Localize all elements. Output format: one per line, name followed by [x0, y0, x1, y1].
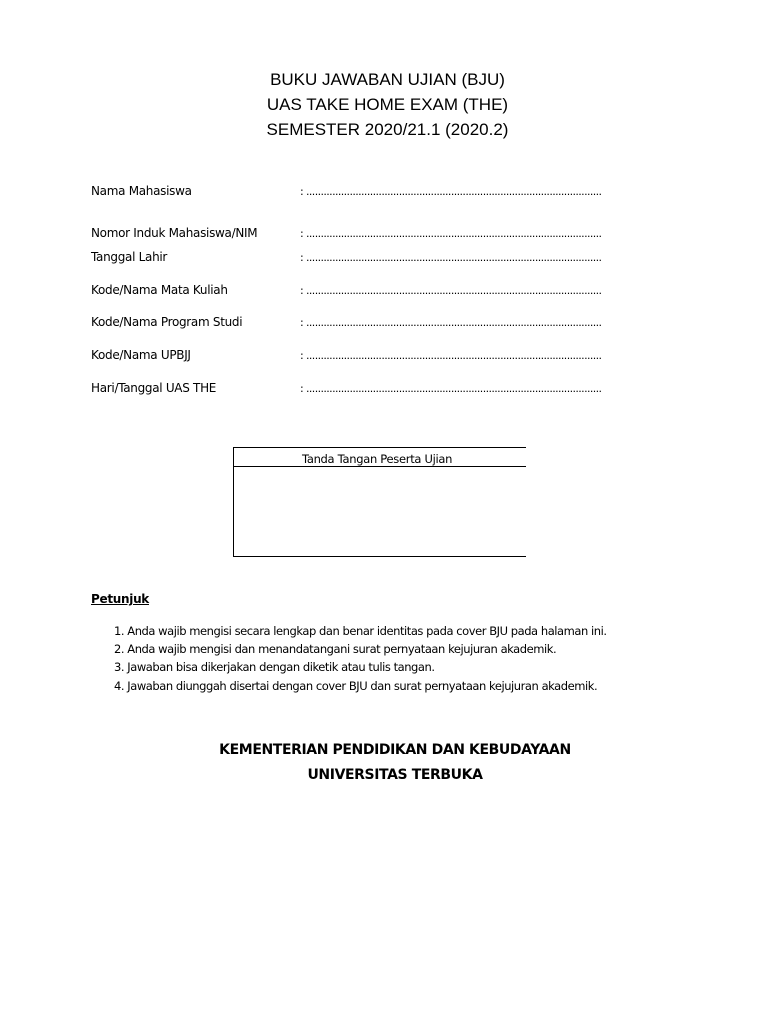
semester-title: SEMESTER 2020/21.1 (2020.2): [266, 120, 509, 139]
field-value-tanggal-lahir[interactable]: : ......................................................................................................: [300, 251, 602, 264]
field-value-nim[interactable]: : ......................................................................................................: [300, 227, 602, 240]
field-value-mata-kuliah[interactable]: : ......................................................................................................: [300, 284, 602, 297]
field-label-nama-mahasiswa: Nama Mahasiswa: [91, 184, 192, 198]
field-label-tanggal-lahir: Tanggal Lahir: [91, 250, 168, 264]
field-value-program-studi[interactable]: : ......................................................................................................: [300, 316, 602, 329]
field-label-hari-tanggal: Hari/Tanggal UAS THE: [91, 381, 217, 395]
document-title: BUKU JAWABAN UJIAN (BJU): [270, 70, 505, 89]
instruction-item: 4. Jawaban diunggah disertai dengan cover BJU dan surat pernyataan kejujuran akademik.: [114, 679, 598, 693]
signature-box[interactable]: [233, 447, 526, 557]
exam-type-title: UAS TAKE HOME EXAM (THE): [266, 95, 509, 114]
instructions-title: Petunjuk: [91, 592, 149, 606]
signature-header: [234, 448, 526, 467]
ministry-name: KEMENTERIAN PENDIDIKAN DAN KEBUDAYAAN: [219, 742, 571, 758]
signature-label: Tanda Tangan Peserta Ujian: [302, 452, 453, 466]
field-value-hari-tanggal[interactable]: : ......................................................................................................: [300, 382, 602, 395]
field-label-upbjj: Kode/Nama UPBJJ: [91, 348, 191, 362]
field-label-mata-kuliah: Kode/Nama Mata Kuliah: [91, 283, 228, 297]
instruction-item: 2. Anda wajib mengisi dan menandatangani surat pernyataan kejujuran akademik.: [114, 642, 557, 656]
instruction-item: 1. Anda wajib mengisi secara lengkap dan benar identitas pada cover BJU pada halaman ini.: [114, 624, 607, 638]
field-label-program-studi: Kode/Nama Program Studi: [91, 315, 243, 329]
field-value-upbjj[interactable]: : ......................................................................................................: [300, 349, 602, 362]
field-label-nim: Nomor Induk Mahasiswa/NIM: [91, 226, 258, 240]
university-name: UNIVERSITAS TERBUKA: [307, 767, 483, 783]
instruction-item: 3. Jawaban bisa dikerjakan dengan diketik atau tulis tangan.: [114, 660, 435, 674]
field-value-nama-mahasiswa[interactable]: : ......................................................................................................: [300, 185, 602, 198]
